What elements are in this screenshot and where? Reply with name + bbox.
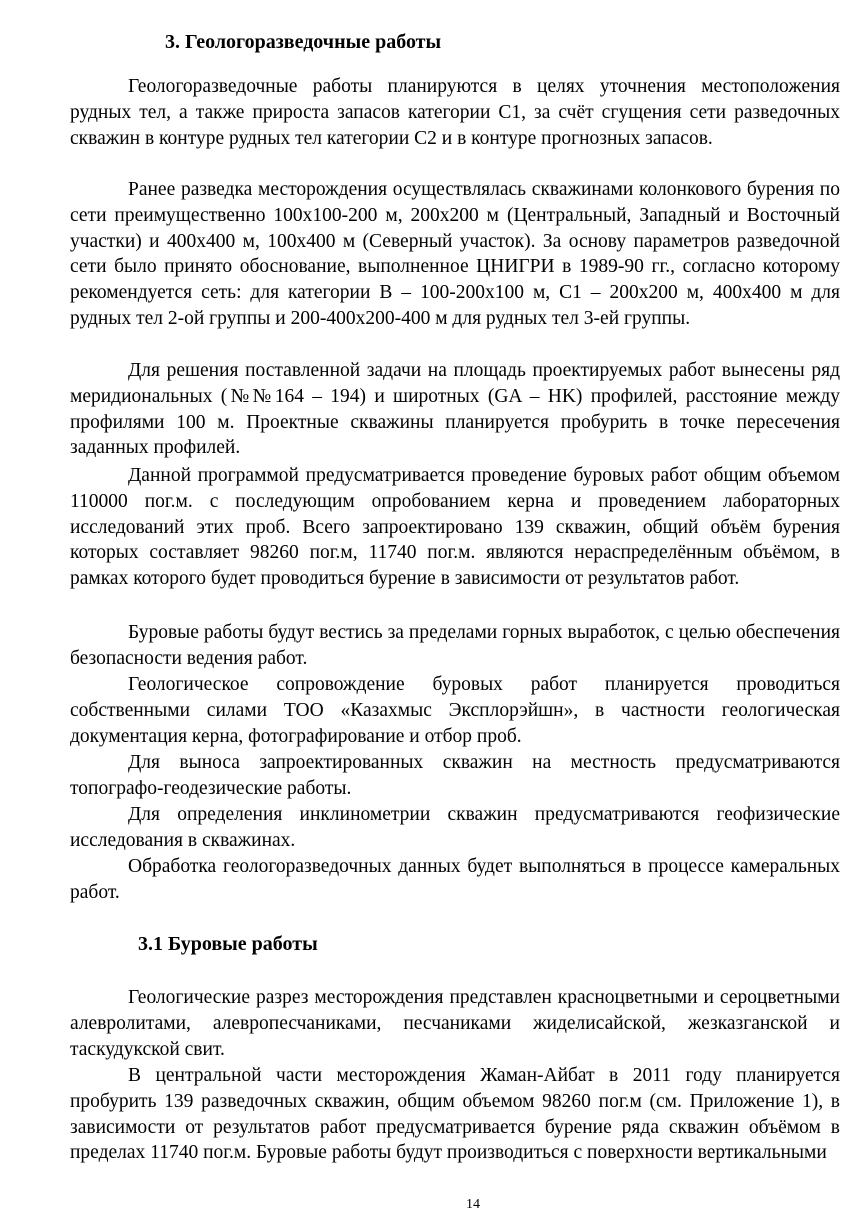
paragraph-drilling-volume: Данной программой предусматривается проведение буровых работ общим объемом 110000 пог.м. с последующим опробованием керна и проведением лабораторных исследований этих проб. Всего запроектировано 139 скважин, общий объём бурения которых составляет 98260 пог.м, 11740 пог.м. являются нераспределённым объёмом, в рамках которого будет проводиться бурение в зависимости от результатов работ. [70,465,840,590]
paragraph-topography: Для выноса запроектированных скважин на местность предусматриваются топографо-геодезические работы. [70,752,840,799]
page-number: 14 [466,1197,480,1212]
paragraph-inclinometry: Для определения инклинометрии скважин предусматриваются геофизические исследования в скважинах. [70,804,840,851]
paragraph-previous-exploration: Ранее разведка месторождения осуществлялась скважинами колонкового бурения по сети преимущественно 100х100-200 м, 200х200 м (Центральный, Западный и Восточный участки) и 400х400 м, 100х400 м (Северный участок). За основу параметров разведочной сети было принято обоснование, выполненное ЦНИГРИ в 1989-90 гг., согласно которому рекомендуется сеть: для категории В – 100-200х100 м, С1 – 200х200 м, 400х400 м для рудных тел 2-ой группы и 200-400х200-400 м для рудных тел 3-ей группы. [70,179,840,329]
paragraph-geological-section: Геологические разрез месторождения представлен красноцветными и сероцветными алевролитами, алевропесчаниками, песчаниками жиделисайской, жезказганской и таскудукской свит. [70,987,840,1060]
section-3-1-heading: 3.1 Буровые работы [138,933,318,955]
paragraph-drilling-plan: В центральной части месторождения Жаман-Айбат в 2011 году планируется пробурить 139 разведочных скважин, общим объемом 98260 пог.м (см. Приложение 1), в зависимости от результатов работ предусматривается бурение ряда скважин объёмом в пределах 11740 пог.м. Буровые работы будут производиться с поверхности вертикальными [70,1065,840,1164]
paragraph-safety: Буровые работы будут вестись за пределами горных выработок, с целью обеспечения безопасности ведения работ. [70,622,840,669]
paragraph-processing: Обработка геологоразведочных данных будет выполняться в процессе камеральных работ. [70,856,840,903]
section-3-heading: 3. Геологоразведочные работы [165,31,442,53]
paragraph-purpose: Геологоразведочные работы планируются в целях уточнения местоположения рудных тел, а также прироста запасов категории С1, за счёт сгущения сети разведочных скважин в контуре рудных тел категории С2 и в контуре прогнозных запасов. [70,76,840,149]
paragraph-geological-support: Геологическое сопровождение буровых работ планируется проводиться собственными силами ТОО «Казахмыс Эксплорэйшн», в частности геологическая документация керна, фотографирование и отбор проб. [70,674,840,747]
paragraph-profiles: Для решения поставленной задачи на площадь проектируемых работ вынесены ряд меридиональных (№№164 – 194) и широтных (GA – HK) профилей, расстояние между профилями 100 м. Проектные скважины планируется пробурить в точке пересечения заданных профилей. [70,360,840,459]
